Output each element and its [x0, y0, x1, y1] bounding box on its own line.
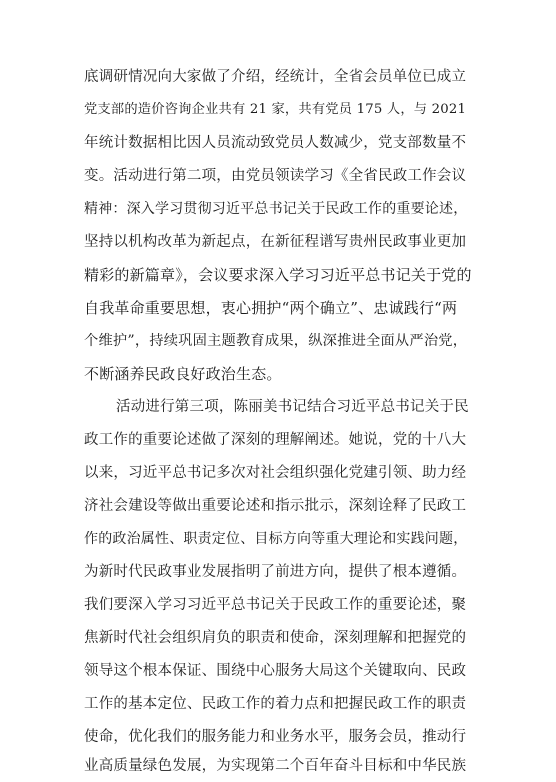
- paragraph-line: 年统计数据相比因人员流动致党员人数减少，党支部数量不: [84, 135, 467, 151]
- paragraph-line: 作的政治属性、职责定位、目标方向等重大理论和实践问题，: [84, 531, 468, 547]
- paragraph-line: 业高质量绿色发展，为实现第二个百年奋斗目标和中华民族: [84, 758, 467, 774]
- paragraph-line: 焦新时代社会组织肩负的职责和使命，深刻理解和把握党的: [84, 630, 467, 646]
- paragraph-line: 精彩的新篇章》，会议要求深入学习习近平总书记关于党的: [84, 266, 472, 284]
- paragraph-line: 领导这个根本保证、围绕中心服务大局这个关键取向、民政: [84, 663, 467, 679]
- paragraph-line: 个维护”，持续巩固主题教育成果，纵深推进全面从严治党，: [84, 333, 468, 349]
- paragraph-line: 以来，习近平总书记多次对社会组织强化党建引领、助力经: [84, 465, 467, 481]
- paragraph-first-line: 活动进行第三项，陈丽美书记结合习近平总书记关于民: [116, 399, 469, 415]
- paragraph-line: 底调研情况向大家做了介绍，经统计，全省会员单位已成立: [84, 69, 467, 85]
- paragraph-line: 政工作的重要论述做了深刻的理解阐述。她说，党的十八大: [84, 432, 467, 448]
- paragraph-line: 精神：深入学习贯彻习近平总书记关于民政工作的重要论述，: [84, 201, 468, 217]
- paragraph-line: 为新时代民政事业发展指明了前进方向，提供了根本遵循。: [84, 564, 467, 580]
- paragraph-line: 济社会建设等做出重要论述和指示批示，深刻诠释了民政工: [84, 498, 467, 514]
- paragraph-line: 自我革命重要思想，衷心拥护“两个确立”、忠诚践行“两: [84, 299, 458, 317]
- paragraph-line: 不断涵养民政良好政治生态。: [84, 365, 282, 383]
- paragraph-line: 变。活动进行第二项，由党员领读学习《全省民政工作会议: [84, 168, 467, 184]
- paragraph-line: 坚持以机构改革为新起点，在新征程谱写贵州民政事业更加: [84, 234, 467, 250]
- paragraph-line: 我们要深入学习习近平总书记关于民政工作的重要论述，聚: [84, 597, 467, 613]
- paragraph-line: 工作的基本定位、民政工作的着力点和把握民政工作的职责: [84, 696, 467, 712]
- paragraph-line: 使命，优化我们的服务能力和业务水平，服务会员，推动行: [84, 729, 467, 745]
- paragraph-line: 党支部的造价咨询企业共有 21 家，共有党员 175 人，与 2021: [84, 102, 467, 117]
